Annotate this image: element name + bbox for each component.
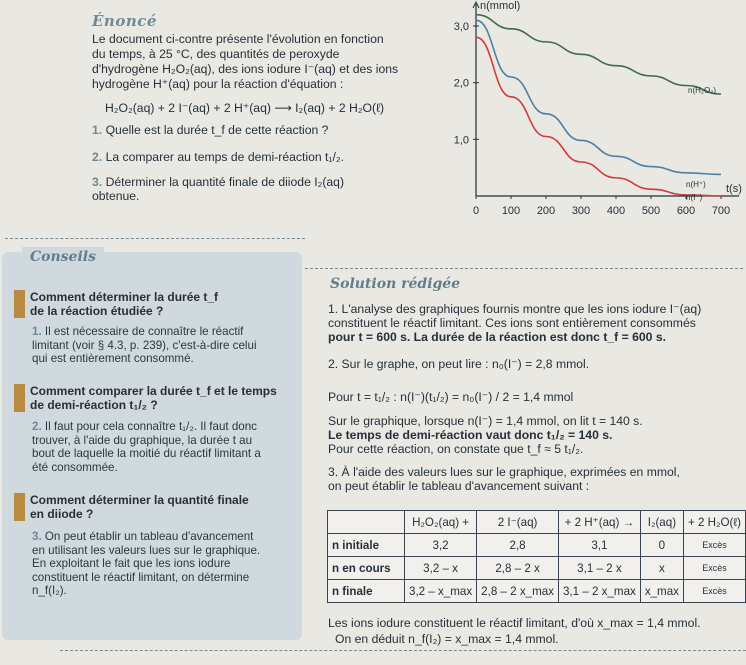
question-3 <box>92 175 344 189</box>
table-row <box>328 557 746 580</box>
table-cell: x_max <box>640 580 683 603</box>
question-2 <box>92 150 344 164</box>
separator-line <box>5 238 305 239</box>
tip-text: été consommée. <box>32 460 118 474</box>
table-row <box>328 580 746 603</box>
table-cell: + 2 H₂O(ℓ) <box>683 511 745 534</box>
table-cell: 3,2 – x <box>405 557 477 580</box>
reaction-equation: H₂O₂(aq) + 2 I⁻(aq) + 2 H⁺(aq) ⟶ I₂(aq) + 2 H₂O(ℓ) <box>105 101 385 115</box>
table-row <box>328 534 746 557</box>
tip-text: en utilisant les valeurs lues sur le graphique. <box>32 543 261 557</box>
table-row-label: n en cours <box>328 557 405 580</box>
tip-marker <box>14 493 25 521</box>
x-tick-label: 100 <box>501 205 521 217</box>
concentration-chart <box>440 0 746 230</box>
table-cell: Excès <box>683 580 745 603</box>
tip-text: trouver, à l'aide du graphique, la durée t au <box>32 433 253 447</box>
series-line <box>476 15 721 94</box>
table-cell: Excès <box>683 534 745 557</box>
advancement-table <box>327 510 746 603</box>
separator-line <box>305 268 743 269</box>
tip-text: limitant (voir § 4.3, p. 239), c'est-à-dire celui <box>32 338 257 352</box>
legend-label: n(H₂O₂) <box>688 86 716 95</box>
solution-title: Solution rédigée <box>330 276 461 292</box>
table-cell: 3,1 – 2 x <box>558 557 640 580</box>
table-cell: 3,2 <box>405 534 477 557</box>
tip-body <box>32 530 260 598</box>
table-cell: 2,8 – 2 x_max <box>477 580 559 603</box>
legend-label: n(H⁺) <box>686 180 706 189</box>
separator-line <box>60 650 746 651</box>
table-cell: 3,1 – 2 x_max <box>558 580 640 603</box>
table-cell: I₂(aq) <box>640 511 683 534</box>
chart-legend <box>686 86 716 202</box>
x-tick-label: 600 <box>676 205 696 217</box>
tip-body <box>32 420 261 474</box>
question-text: Quelle est la durée t_f de cette réaction ? <box>105 123 329 137</box>
table-cell: 3,2 – x_max <box>405 580 477 603</box>
tip-number: 1. <box>32 325 42 338</box>
table-cell: 3,1 <box>558 534 640 557</box>
table-row-label: n finale <box>328 580 405 603</box>
table-cell: 2,8 <box>477 534 559 557</box>
conseils-title: Conseils <box>22 247 104 267</box>
table-cell: 2 I⁻(aq) <box>477 511 559 534</box>
chart-series <box>476 15 721 196</box>
tip-heading-line: en diiode ? <box>30 507 94 521</box>
tip-text: qui est entièrement consommé. <box>32 352 194 365</box>
x-tick-label: 700 <box>711 205 731 217</box>
solution-line: constituent le réactif limitant. Ces ions sont entièrement consommés <box>328 316 696 330</box>
solution-line: Sur le graphique, lorsque n(I⁻) = 1,4 mmol, on lit t = 140 s. <box>328 414 643 428</box>
question-number: 2. <box>92 150 103 164</box>
question-1 <box>92 123 328 137</box>
tip-heading-line: de demi-réaction t₁/₂ ? <box>30 398 158 412</box>
enonce-title: Énoncé <box>92 12 157 30</box>
question-text: La comparer au temps de demi-réaction t₁/₂. <box>105 150 345 164</box>
solution-line: pour t = 600 s. La durée de la réaction est donc t_f = 600 s. <box>328 330 666 344</box>
enonce-text-line: d'hydrogène H₂O₂(aq), des ions iodure I⁻(aq) et des ions <box>92 62 399 76</box>
solution-line: Pour t = t₁/₂ : n(I⁻)(t₁/₂) = n₀(I⁻) / 2 = 1,4 mmol <box>328 390 574 404</box>
tip-text: bout de laquelle la moitié du réactif limitant a <box>32 447 261 460</box>
table-cell: 0 <box>640 534 683 557</box>
tip-heading-line: Comment déterminer la durée t_f <box>30 290 219 304</box>
legend-label: n(I⁻) <box>686 193 703 202</box>
table-row-label: n initiale <box>328 534 405 557</box>
tip-text: Il est nécessaire de connaître le réactif <box>44 325 244 338</box>
tip-heading-line: de la réaction étudiée ? <box>30 304 164 318</box>
tip-text: On peut établir un tableau d'avancement <box>44 530 254 543</box>
table-cell <box>328 511 405 534</box>
tip-marker <box>14 290 25 318</box>
conclusion-line: Les ions iodure constituent le réactif limitant, d'où x_max = 1,4 mmol. <box>328 616 701 630</box>
tip-number: 3. <box>32 530 42 543</box>
enonce-text-line: hydrogène H⁺(aq) pour la réaction d'équation : <box>92 77 344 91</box>
tip-text: En exploitant le fait que les ions iodure <box>32 557 231 570</box>
x-axis-label: t(s) <box>726 183 742 195</box>
x-tick-label: 300 <box>571 205 591 217</box>
solution-line: Pour cette réaction, on constate que t_f ≈ 5 t₁/₂. <box>328 442 584 456</box>
solution-line: 3. À l'aide des valeurs lues sur le graphique, exprimées en mmol, <box>328 465 680 479</box>
tip-number: 2. <box>32 420 42 433</box>
table-cell: H₂O₂(aq) + <box>405 511 477 534</box>
solution-line: 1. L'analyse des graphiques fournis montre que les ions iodure I⁻(aq) <box>328 302 702 316</box>
x-tick-label: 200 <box>536 205 556 217</box>
tip-heading <box>30 493 249 521</box>
y-tick-label: 2,0 <box>453 77 469 90</box>
tip-heading-line: Comment comparer la durée t_f et le temps <box>30 384 277 398</box>
question-text: Déterminer la quantité finale de diiode I₂(aq) <box>105 175 345 189</box>
solution-line: Le temps de demi-réaction vaut donc t₁/₂ = 140 s. <box>328 428 613 442</box>
conclusion-line: On en déduit n_f(I₂) = x_max = 1,4 mmol. <box>335 632 559 646</box>
question-number: 3. <box>92 175 103 189</box>
x-tick-label: 0 <box>472 205 480 217</box>
table-cell: 2,8 – 2 x <box>477 557 559 580</box>
tip-text: n_f(I₂). <box>32 584 67 597</box>
solution-line: 2. Sur le graphe, on peut lire : n₀(I⁻) = 2,8 mmol. <box>328 357 590 371</box>
x-tick-label: 500 <box>641 205 661 217</box>
tip-heading-line: Comment déterminer la quantité finale <box>30 493 249 507</box>
tip-marker <box>14 384 25 412</box>
tip-text: Il faut pour cela connaître t₁/₂. Il faut donc <box>44 420 257 433</box>
y-tick-label: 1,0 <box>453 134 469 147</box>
table-cell: + 2 H⁺(aq) → <box>558 511 640 534</box>
table-cell: x <box>640 557 683 580</box>
y-axis-label: n(mmol) <box>480 0 521 12</box>
y-tick-label: 3,0 <box>453 21 469 33</box>
tip-body <box>32 325 257 366</box>
enonce-text-line: du temps, à 25 °C, des quantités de peroxyde <box>92 47 340 61</box>
table-cell: Excès <box>683 557 745 580</box>
solution-line: on peut établir le tableau d'avancement suivant : <box>328 479 590 493</box>
question-number: 1. <box>92 123 103 137</box>
tip-heading <box>30 384 277 412</box>
question-3-continued: obtenue. <box>92 189 140 203</box>
x-tick-label: 400 <box>606 205 626 217</box>
tip-text: constituent le réactif limitant, on détermine <box>32 570 250 584</box>
table-header-row <box>328 511 746 534</box>
tip-heading <box>30 290 218 318</box>
enonce-text-line: Le document ci-contre présente l'évolution en fonction <box>92 32 384 46</box>
